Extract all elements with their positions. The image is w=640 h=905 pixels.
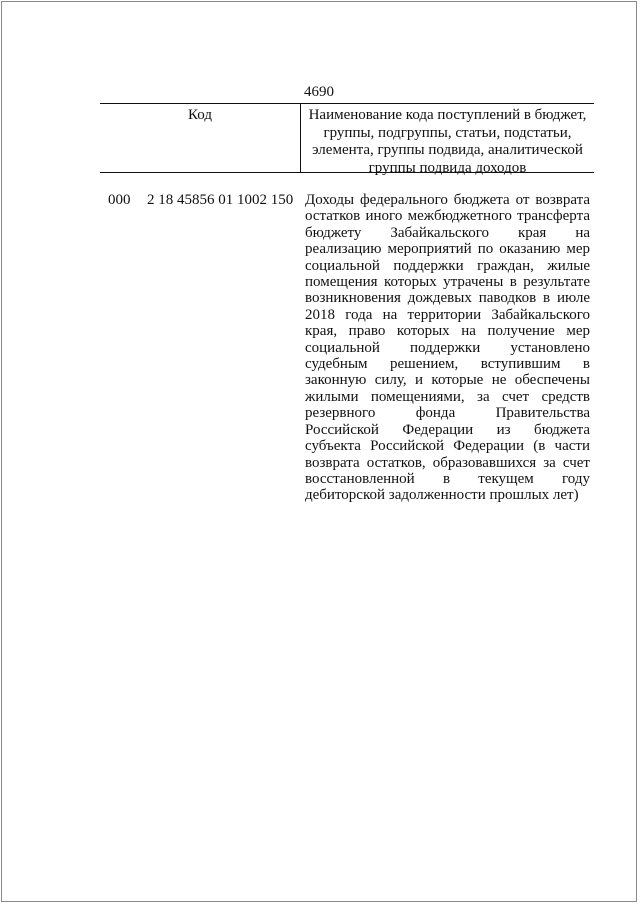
table-header (100, 103, 594, 176)
page-number: 4690 (304, 84, 334, 100)
header-name-label: Наименование кода поступлений в бюджет, группы, подгруппы, статьи, подстатьи, элемента, группы подвида, аналитической группы подвида доходов (308, 107, 587, 176)
budget-code: 2 18 45856 01 1002 150 (147, 192, 294, 208)
admin-code: 000 (108, 192, 131, 208)
header-code-label: Код (188, 107, 212, 123)
page-frame (1, 1, 637, 902)
income-name: Доходы федерального бюджета от возврата остатков иного межбюджетного трансферта бюджету Забайкальского края на реализацию мероприятий по оказанию мер социальной поддержки граждан, жилые помещения которых утрачены в результате возникновения дождевых паводков в июле 2018 года на территории Забайкальского края, право которых на получение мер социальной поддержки установлено судебным решением, вступившим в законную силу, и которые не обеспечены жилыми помещениями, за счет средств резервного фонда Правительства Российской Федерации из бюджета субъекта Российской Федерации (в части возврата остатков, образовавшихся за счет восстановленной в текущем году дебиторской задолженности прошлых лет) (305, 192, 590, 504)
